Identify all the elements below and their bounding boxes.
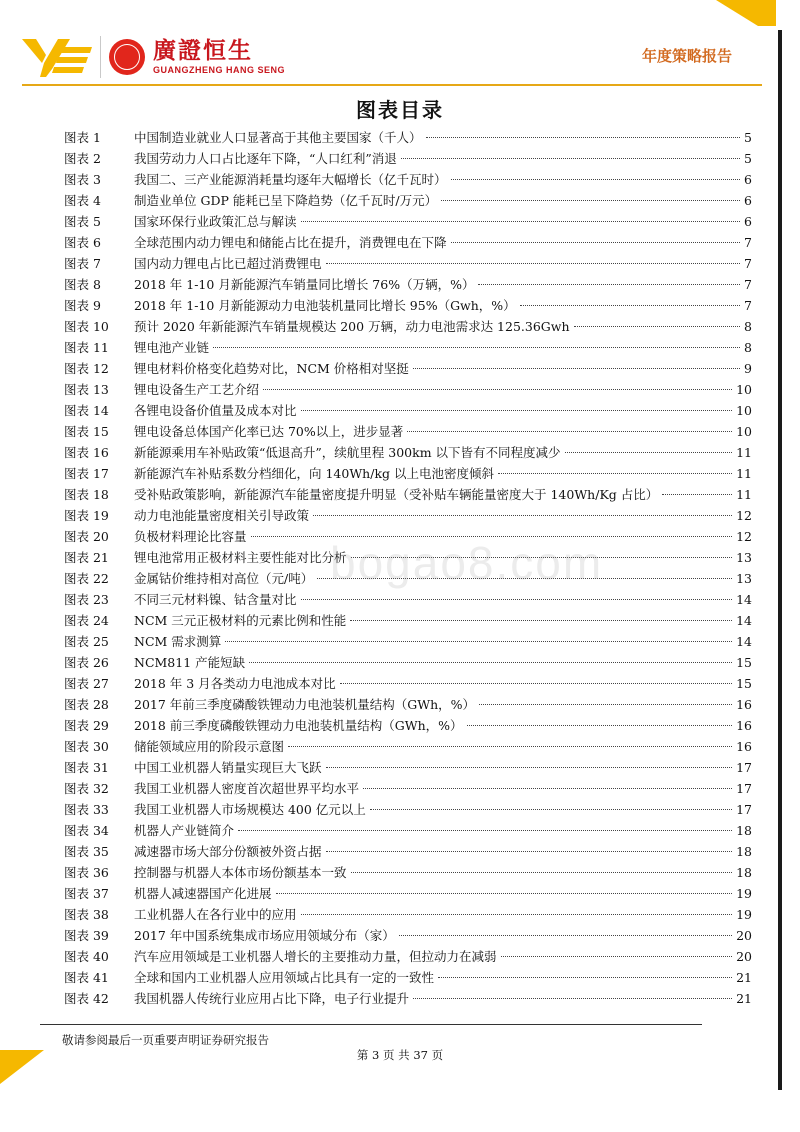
toc-dot-leader [238,830,732,831]
toc-dot-leader [426,137,741,138]
toc-entry-page: 6 [744,193,752,208]
toc-entry-label: 图表 11 [64,340,109,355]
toc-entry-label: 图表 32 [64,781,109,796]
toc-entry-label: 图表 31 [64,760,109,775]
toc-dot-leader [451,242,741,243]
toc-entry-page: 7 [744,256,752,271]
toc-entry-label: 图表 23 [64,592,109,607]
brand-name-en: GUANGZHENG HANG SENG [153,65,286,75]
toc-entry-label: 图表 38 [64,907,109,922]
toc-entry[interactable] [64,148,752,169]
toc-entry[interactable] [64,127,752,148]
toc-entry[interactable] [64,274,752,295]
decorative-corner-bottom [0,1050,44,1084]
toc-entry-label: 图表 18 [64,487,109,502]
toc-entry-page: 10 [736,424,752,439]
toc-entry-label: 图表 36 [64,865,109,880]
toc-entry-label: 图表 12 [64,361,109,376]
toc-entry-label: 图表 25 [64,634,109,649]
toc-dot-leader [350,620,732,621]
toc-entry-page: 13 [736,571,752,586]
toc-entry-title: 锂电设备总体国产化率已达 70%以上，进步显著 [134,424,404,439]
toc-dot-leader [407,431,732,432]
seal-icon [109,39,145,75]
toc-entry-page: 20 [736,949,752,964]
toc-entry-page: 21 [736,970,752,985]
toc-entry-page: 8 [744,340,752,355]
toc-entry-page: 21 [736,991,752,1006]
toc-dot-leader [326,263,741,264]
toc-entry-title: 2018 年 3 月各类动力电池成本对比 [134,676,336,691]
toc-entry-page: 17 [736,802,752,817]
page-edge [778,30,782,1090]
toc-entry-label: 图表 8 [64,277,101,292]
toc-entry-label: 图表 33 [64,802,109,817]
toc-entry-title: 2017 年前三季度磷酸铁锂动力电池装机量结构（GWh，%） [134,697,476,712]
toc-dot-leader [498,473,732,474]
toc-dot-leader [263,389,732,390]
toc-entry-label: 图表 6 [64,235,101,250]
toc-entry[interactable] [64,358,752,379]
toc-entry-page: 7 [744,235,752,250]
toc-entry-page: 12 [736,508,752,523]
toc-entry-page: 5 [744,130,752,145]
toc-entry[interactable] [64,820,752,841]
toc-dot-leader [340,683,732,684]
company-logo [22,36,285,78]
toc-dot-leader [520,305,740,306]
toc-entry-label: 图表 13 [64,382,109,397]
toc-entry[interactable] [64,337,752,358]
toc-entry-label: 图表 30 [64,739,109,754]
toc-entry-title: 金属钴价维持相对高位（元/吨） [134,571,314,586]
toc-entry-page: 14 [736,592,752,607]
toc-entry[interactable] [64,988,752,1009]
toc-entry-label: 图表 28 [64,697,109,712]
toc-entry-title: 制造业单位 GDP 能耗已呈下降趋势（亿千瓦时/万元） [134,193,438,208]
toc-entry-page: 20 [736,928,752,943]
ye-logo-icon [22,37,94,77]
toc-entry-page: 7 [744,298,752,313]
toc-entry-title: 全球范围内动力锂电和储能占比在提升，消费锂电在下降 [134,235,447,250]
toc-entry-page: 10 [736,403,752,418]
toc-entry-page: 11 [736,445,752,460]
logo-divider [100,36,101,78]
toc-entry-label: 图表 42 [64,991,109,1006]
toc-entry[interactable] [64,379,752,400]
toc-entry-label: 图表 37 [64,886,109,901]
toc-dot-leader [413,368,740,369]
toc-dot-leader [301,914,733,915]
toc-entry-title: 2018 年 1-10 月新能源汽车销量同比增长 76%（万辆，%） [134,277,475,292]
toc-dot-leader [574,326,741,327]
toc-dot-leader [249,662,732,663]
toc-dot-leader [565,452,733,453]
toc-dot-leader [479,704,732,705]
toc-dot-leader [313,515,732,516]
toc-entry-label: 图表 29 [64,718,109,733]
toc-entry[interactable] [64,757,752,778]
toc-entry-title: 2018 年 1-10 月新能源动力电池装机量同比增长 95%（Gwh，%） [134,298,516,313]
toc-entry[interactable] [64,862,752,883]
toc-entry-title: 我国二、三产业能源消耗量均逐年大幅增长（亿千瓦时） [134,172,447,187]
toc-entry-title: 锂电池产业链 [134,340,210,355]
toc-dot-leader [401,158,740,159]
toc-dot-leader [225,641,732,642]
toc-entry-page: 13 [736,550,752,565]
toc-entry-title: 我国工业机器人密度首次超世界平均水平 [134,781,360,796]
toc-entry-title: 中国制造业就业人口显著高于其他主要国家（千人） [134,130,422,145]
toc-entry-label: 图表 24 [64,613,109,628]
toc-entry-title: 新能源汽车补贴系数分档细化，向 140Wh/kg 以上电池密度倾斜 [134,466,494,481]
toc-entry-title: 工业机器人在各行业中的应用 [134,907,297,922]
toc-entry-page: 8 [744,319,752,334]
toc-entry-page: 6 [744,214,752,229]
toc-entry[interactable] [64,610,752,631]
toc-entry-label: 图表 15 [64,424,109,439]
toc-entry[interactable] [64,400,752,421]
brand-name [153,38,285,76]
toc-entry-label: 图表 10 [64,319,109,334]
header-rule [22,84,762,86]
toc-dot-leader [370,809,732,810]
toc-dot-leader [441,200,740,201]
toc-entry-title: 控制器与机器人本体市场份额基本一致 [134,865,347,880]
toc-entry-title: 机器人减速器国产化进展 [134,886,272,901]
toc-entry[interactable] [64,316,752,337]
toc-dot-leader [288,746,732,747]
toc-entry-page: 12 [736,529,752,544]
toc-entry-label: 图表 3 [64,172,101,187]
toc-dot-leader [301,410,733,411]
toc-entry-page: 16 [736,697,752,712]
toc-entry-label: 图表 26 [64,655,109,670]
toc-entry-page: 14 [736,634,752,649]
toc-entry-page: 6 [744,172,752,187]
toc-entry[interactable] [64,946,752,967]
toc-dot-leader [662,494,732,495]
toc-entry-title: NCM 三元正极材料的元素比例和性能 [134,613,347,628]
toc-entry-title: 国家环保行业政策汇总与解读 [134,214,297,229]
toc-entry-page: 18 [736,844,752,859]
toc-dot-leader [467,725,733,726]
toc-entry-title: 受补贴政策影响，新能源汽车能量密度提升明显（受补贴车辆能量密度大于 140Wh/Kg 占比） [134,487,659,502]
toc-entry-page: 16 [736,718,752,733]
toc-entry-label: 图表 1 [64,130,101,145]
toc-entry-label: 图表 16 [64,445,109,460]
toc-entry-label: 图表 7 [64,256,101,271]
toc-entry-title: 我国工业机器人市场规模达 400 亿元以上 [134,802,366,817]
toc-entry-label: 图表 19 [64,508,109,523]
decorative-corner-top [716,0,776,26]
toc-entry-page: 15 [736,655,752,670]
toc-dot-leader [478,284,740,285]
toc-entry-label: 图表 34 [64,823,109,838]
toc-entry-label: 图表 41 [64,970,109,985]
toc-entry[interactable] [64,799,752,820]
toc-entry[interactable] [64,694,752,715]
toc-entry-label: 图表 14 [64,403,109,418]
toc-entry-title: 减速器市场大部分份额被外资占据 [134,844,322,859]
toc-dot-leader [363,788,732,789]
toc-dot-leader [451,179,741,180]
toc-dot-leader [438,977,732,978]
toc-dot-leader [413,998,732,999]
report-type: 年度策略报告 [641,47,732,65]
toc-entry-title: 国内动力锂电占比已超过消费锂电 [134,256,322,271]
toc-entry-title: NCM 需求测算 [134,634,222,649]
toc-entry[interactable] [64,463,752,484]
toc-entry-title: 2018 前三季度磷酸铁锂动力电池装机量结构（GWh，%） [134,718,463,733]
toc-entry[interactable] [64,211,752,232]
toc-dot-leader [351,872,733,873]
toc-entry-label: 图表 22 [64,571,109,586]
toc-entry-page: 17 [736,781,752,796]
toc-entry-label: 图表 27 [64,676,109,691]
toc-entry-page: 11 [736,466,752,481]
toc-entry-label: 图表 4 [64,193,101,208]
toc-entry-title: 锂电设备生产工艺介绍 [134,382,260,397]
toc-entry-title: 储能领域应用的阶段示意图 [134,739,285,754]
toc-entry[interactable] [64,967,752,988]
toc-entry[interactable] [64,715,752,736]
toc-entry[interactable] [64,505,752,526]
toc-entry-title: 新能源乘用车补贴政策“低退高升”，续航里程 300km 以下皆有不同程度减少 [134,445,561,460]
footer-disclaimer: 敬请参阅最后一页重要声明证券研究报告 [62,1033,269,1047]
toc-entry-title: 汽车应用领域是工业机器人增长的主要推动力量，但拉动力在减弱 [134,949,497,964]
toc-entry-label: 图表 17 [64,466,109,481]
toc-entry[interactable] [64,841,752,862]
toc-dot-leader [301,221,741,222]
toc-entry-label: 图表 9 [64,298,101,313]
page-number: 第 3 页 共 37 页 [356,1048,444,1062]
toc-entry-page: 18 [736,865,752,880]
toc-entry[interactable] [64,484,752,505]
toc-entry-title: 全球和国内工业机器人应用领域占比具有一定的一致性 [134,970,435,985]
toc-entry-title: 动力电池能量密度相关引导政策 [134,508,310,523]
toc-entry-label: 图表 5 [64,214,101,229]
toc-entry[interactable] [64,925,752,946]
toc-entry-title: 中国工业机器人销量实现巨大飞跃 [134,760,322,775]
toc-entry[interactable] [64,190,752,211]
toc-entry-page: 5 [744,151,752,166]
toc-entry[interactable] [64,736,752,757]
toc-entry-title: 2017 年中国系统集成市场应用领域分布（家） [134,928,395,943]
toc-entry-page: 10 [736,382,752,397]
toc-entry-page: 14 [736,613,752,628]
toc-entry-title: 我国劳动力人口占比逐年下降，“人口红利”消退 [134,151,397,166]
toc-entry-page: 11 [736,487,752,502]
toc-entry-page: 7 [744,277,752,292]
toc-entry[interactable] [64,295,752,316]
toc-entry[interactable] [64,778,752,799]
brand-name-cn: 廣證恒生 [153,38,253,64]
toc-dot-leader [326,851,733,852]
toc-entry[interactable] [64,631,752,652]
toc-dot-leader [501,956,733,957]
toc-entry-title: NCM811 产能短缺 [134,655,246,670]
toc-entry-title: 锂电材料价格变化趋势对比，NCM 价格相对坚挺 [134,361,409,376]
toc-entry[interactable] [64,673,752,694]
toc-entry-label: 图表 20 [64,529,109,544]
toc-entry-title: 负极材料理论比容量 [134,529,247,544]
toc-dot-leader [399,935,732,936]
toc-entry-title: 机器人产业链简介 [134,823,235,838]
toc-dot-leader [276,893,733,894]
toc-entry[interactable] [64,421,752,442]
toc-entry-page: 19 [736,907,752,922]
toc-entry-label: 图表 21 [64,550,109,565]
toc-entry-page: 19 [736,886,752,901]
toc-entry-page: 9 [744,361,752,376]
toc-entry-label: 图表 35 [64,844,109,859]
toc-entry[interactable] [64,883,752,904]
toc-entry[interactable] [64,232,752,253]
toc-entry-title: 我国机器人传统行业应用占比下降，电子行业提升 [134,991,410,1006]
toc-entry[interactable] [64,652,752,673]
toc-entry-title: 预计 2020 年新能源汽车销量规模达 200 万辆，动力电池需求达 125.36Gwh [134,319,570,334]
toc-entry[interactable] [64,253,752,274]
toc-entry-page: 15 [736,676,752,691]
toc-entry-label: 图表 39 [64,928,109,943]
toc-entry[interactable] [64,904,752,925]
toc-entry-page: 17 [736,760,752,775]
toc-dot-leader [213,347,740,348]
toc-entry[interactable] [64,169,752,190]
watermark: bogao8.com [330,537,604,589]
toc-entry-label: 图表 40 [64,949,109,964]
toc-entry-page: 18 [736,823,752,838]
toc-dot-leader [301,599,733,600]
toc-entry-label: 图表 2 [64,151,101,166]
toc-entry[interactable] [64,589,752,610]
toc-entry-title: 各锂电设备价值量及成本对比 [134,403,297,418]
toc-entry-page: 16 [736,739,752,754]
toc-entry-title: 不同三元材料镍、钴含量对比 [134,592,297,607]
page-title: 图表目录 [356,98,444,122]
footer-rule [40,1024,702,1025]
toc-entry-title: 锂电池常用正极材料主要性能对比分析 [134,550,347,565]
toc-entry[interactable] [64,442,752,463]
toc-dot-leader [326,767,733,768]
